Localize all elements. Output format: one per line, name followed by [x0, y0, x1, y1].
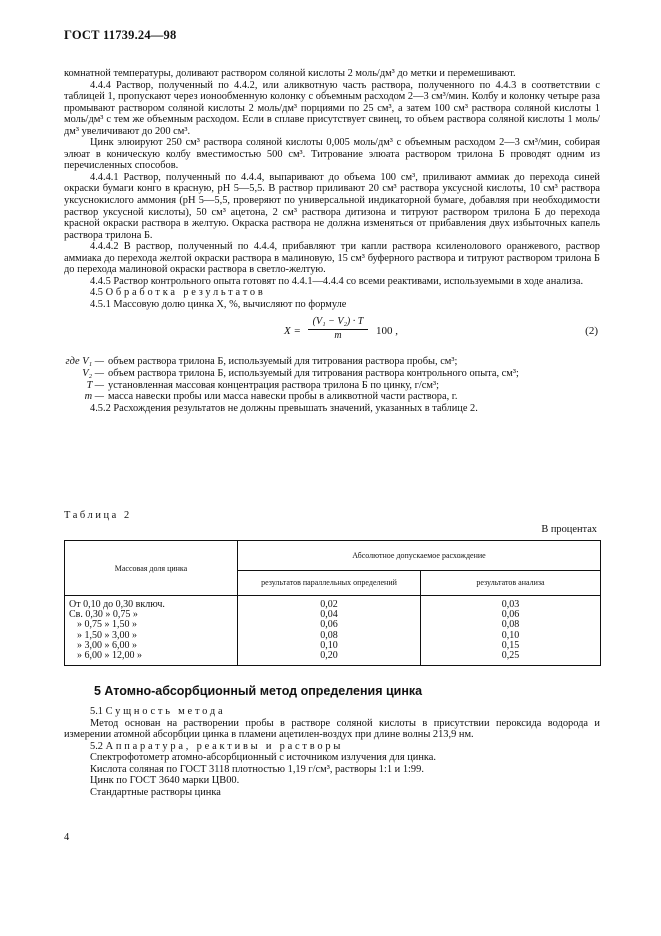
- analysis-value: 0,15: [501, 639, 520, 651]
- definition-text: объем раствора трилона Б, используемый для титрования раствора контрольного опыта, см³;: [108, 368, 519, 380]
- section-5-heading: 5 Атомно-абсорбционный метод определения цинка: [94, 684, 423, 698]
- page-header: ГОСТ 11739.24—98: [64, 28, 177, 42]
- range-value: Св. 0,30 » 0,75 »: [69, 609, 138, 621]
- column-header-analysis: результатов анализа: [421, 570, 601, 595]
- range-value: От 0,10 до 0,30 включ.: [69, 599, 165, 610]
- formula-2: [64, 310, 600, 356]
- parallel-cell: [238, 596, 421, 666]
- tolerance-table: [64, 540, 601, 666]
- paragraph: комнатной температуры, доливают раствором соляной кислоты 2 моль/дм³ до метки и перемешивают.: [64, 68, 516, 79]
- formula-factor: 100 ,: [376, 325, 398, 338]
- range-value: » 0,75 » 1,50 »: [77, 619, 137, 631]
- definition-row: [64, 380, 600, 392]
- paragraph-elution: Цинк элюируют 250 см³ раствора соляной кислоты 0,005 моль/дм³ с объемным расходом 2—3 см³/мин, собирая элюат в коническую колбу вместимостью 500 см³. Титрование элюата раствором трилона Б проводят одним из перечисленных способов.: [64, 137, 600, 172]
- section-5-1-heading: [64, 706, 600, 718]
- paragraph-5-1: Метод основан на растворении пробы в растворе соляной кислоты в присутствии пероксида водорода и измерении атомной абсорбции цинка в пламени ацетилен-воздух при длине волны 213,9 нм.: [64, 717, 600, 741]
- section-title: Аппаратура, реактивы и растворы: [105, 740, 344, 752]
- definition-text: объем раствора трилона Б, используемый для титрования раствора пробы, см³;: [108, 356, 458, 368]
- formula-denominator: m: [334, 330, 342, 342]
- analysis-value: 0,03: [501, 599, 520, 610]
- range-value: » 6,00 » 12,00 »: [77, 650, 142, 662]
- page-number: 4: [64, 832, 70, 843]
- paragraph-4-4-4-1: 4.4.4.1 Раствор, полученный по 4.4.4, выпаривают до объема 100 см³, приливают аммиак до перехода синей окраски бумаги конго в красную, рН 5—5,5. В раствор приливают 20 см³ раствора уксусной кислоты, 10 см³ раствора уксуснокислого аммония (рН 5—5,5, проверяют по универсальной индикаторной бумаге, добавляя при необходимости раствор уксусной кислоты), 50 см³ ацетона, 2 см³ раствора дитизона и титруют раствором трилона Б до перехода красной окраски раствора в желтую. Окраска раствора не должна изменяться от прибавления двух избыточных капель раствора трилона Б.: [64, 171, 600, 241]
- parallel-value: 0,06: [320, 619, 338, 631]
- paragraph-5-2-a: Спектрофотометр атомно-абсорбционный с источником излучения для цинка.: [90, 752, 436, 764]
- definition-row: [64, 356, 600, 368]
- main-text: [64, 68, 600, 414]
- section-5-2-heading: [64, 741, 600, 753]
- definition-row: [64, 391, 600, 403]
- analysis-value: 0,10: [501, 629, 520, 641]
- range-value: » 3,00 » 6,00 »: [77, 639, 137, 651]
- section-number: 4.5: [90, 287, 103, 299]
- paragraph-4-4-5: 4.4.5 Раствор контрольного опыта готовят по 4.4.1—4.4.4 со всеми реактивами, используемыми в ходе анализа.: [90, 275, 584, 287]
- section-title: Обработка результатов: [105, 287, 266, 299]
- variable-definitions: [64, 356, 600, 402]
- formula-fraction: [308, 316, 368, 341]
- definition-symbol: m —: [84, 391, 104, 403]
- range-value: » 1,50 » 3,00 »: [77, 629, 137, 641]
- definition-symbol: T —: [86, 379, 104, 391]
- paragraph-4-5-2: 4.5.2 Расхождения результатов не должны превышать значений, указанных в таблице 2.: [90, 402, 478, 414]
- table-unit: В процентах: [541, 524, 597, 535]
- parallel-value: 0,02: [320, 599, 338, 610]
- column-header-mass-fraction: Массовая доля цинка: [65, 541, 238, 596]
- analysis-value: 0,08: [501, 619, 520, 631]
- parallel-value: 0,08: [320, 629, 338, 641]
- section-number: 5.2: [90, 740, 103, 752]
- paragraph-4-4-4-2: 4.4.4.2 В раствор, полученный по 4.4.4, прибавляют три капли раствора ксиленолового оранжевого, раствор аммиака до перехода желтой окраски раствора в малиновую, 15 см³ буферного раствора и титруют раствором трилона Б до перехода малиновой окраски раствора в светло-желтую.: [64, 241, 600, 276]
- equation-number: (2): [585, 325, 598, 338]
- definition-symbol: V₂ —: [82, 368, 104, 380]
- definition-text: установленная массовая концентрация раствора трилона Б по цинку, г/см³;: [108, 379, 439, 391]
- paragraph-5-2-b: Кислота соляная по ГОСТ 3118 плотностью 1,19 г/см³, растворы 1:1 и 1:99.: [90, 763, 424, 775]
- paragraph-4-5-1: 4.5.1 Массовую долю цинка X, %, вычисляют по формуле: [90, 298, 347, 310]
- definition-text: масса навески пробы или масса навески пробы в аликвотной части раствора, г.: [108, 391, 458, 403]
- definition-symbol: где V₁ —: [65, 356, 104, 368]
- formula-numerator: (V₁ − V₂) · T: [308, 316, 368, 330]
- table-row: [65, 596, 601, 666]
- parallel-value: 0,20: [320, 650, 338, 662]
- paragraph-4-4-4: 4.4.4 Раствор, полученный по 4.4.2, или аликвотную часть раствора, полученного по 4.4.3 в соответствии с таблицей 1, пропускают через ионообменную колонку с объемным расходом 2—3 см³/мин. Колбу и колонку четыре раза промывают раствором соляной кислоты 2 моль/дм³ порциями по 25 см³, а затем 100 см³ раствора соляной кислоты 1 моль/дм³ с тем же объемным расходом. Если в сплаве присутствует свинец, то объем раствора соляной кислоты 1 моль/дм³ увеличивают до 200 см³.: [64, 79, 600, 137]
- section-4-5-heading: [64, 287, 600, 299]
- section-number: 5.1: [90, 706, 103, 717]
- parallel-value: 0,10: [320, 639, 338, 651]
- section-title: Сущность метода: [105, 706, 226, 717]
- range-cell: [65, 596, 238, 666]
- parallel-value: 0,04: [320, 609, 338, 621]
- definition-row: [64, 368, 600, 380]
- column-group-header: Абсолютное допускаемое расхождение: [238, 541, 601, 571]
- paragraph-5-2-c: Цинк по ГОСТ 3640 марки ЦВ00.: [90, 775, 240, 787]
- analysis-value: 0,25: [501, 650, 520, 662]
- formula-lhs: X =: [284, 325, 301, 338]
- analysis-cell: [421, 596, 601, 666]
- section-5-text: [64, 706, 600, 798]
- column-header-parallel: результатов параллельных определений: [238, 570, 421, 595]
- paragraph-5-2-d: Стандартные растворы цинка: [90, 786, 221, 798]
- table-caption: Таблица 2: [64, 510, 132, 521]
- analysis-value: 0,06: [501, 609, 520, 621]
